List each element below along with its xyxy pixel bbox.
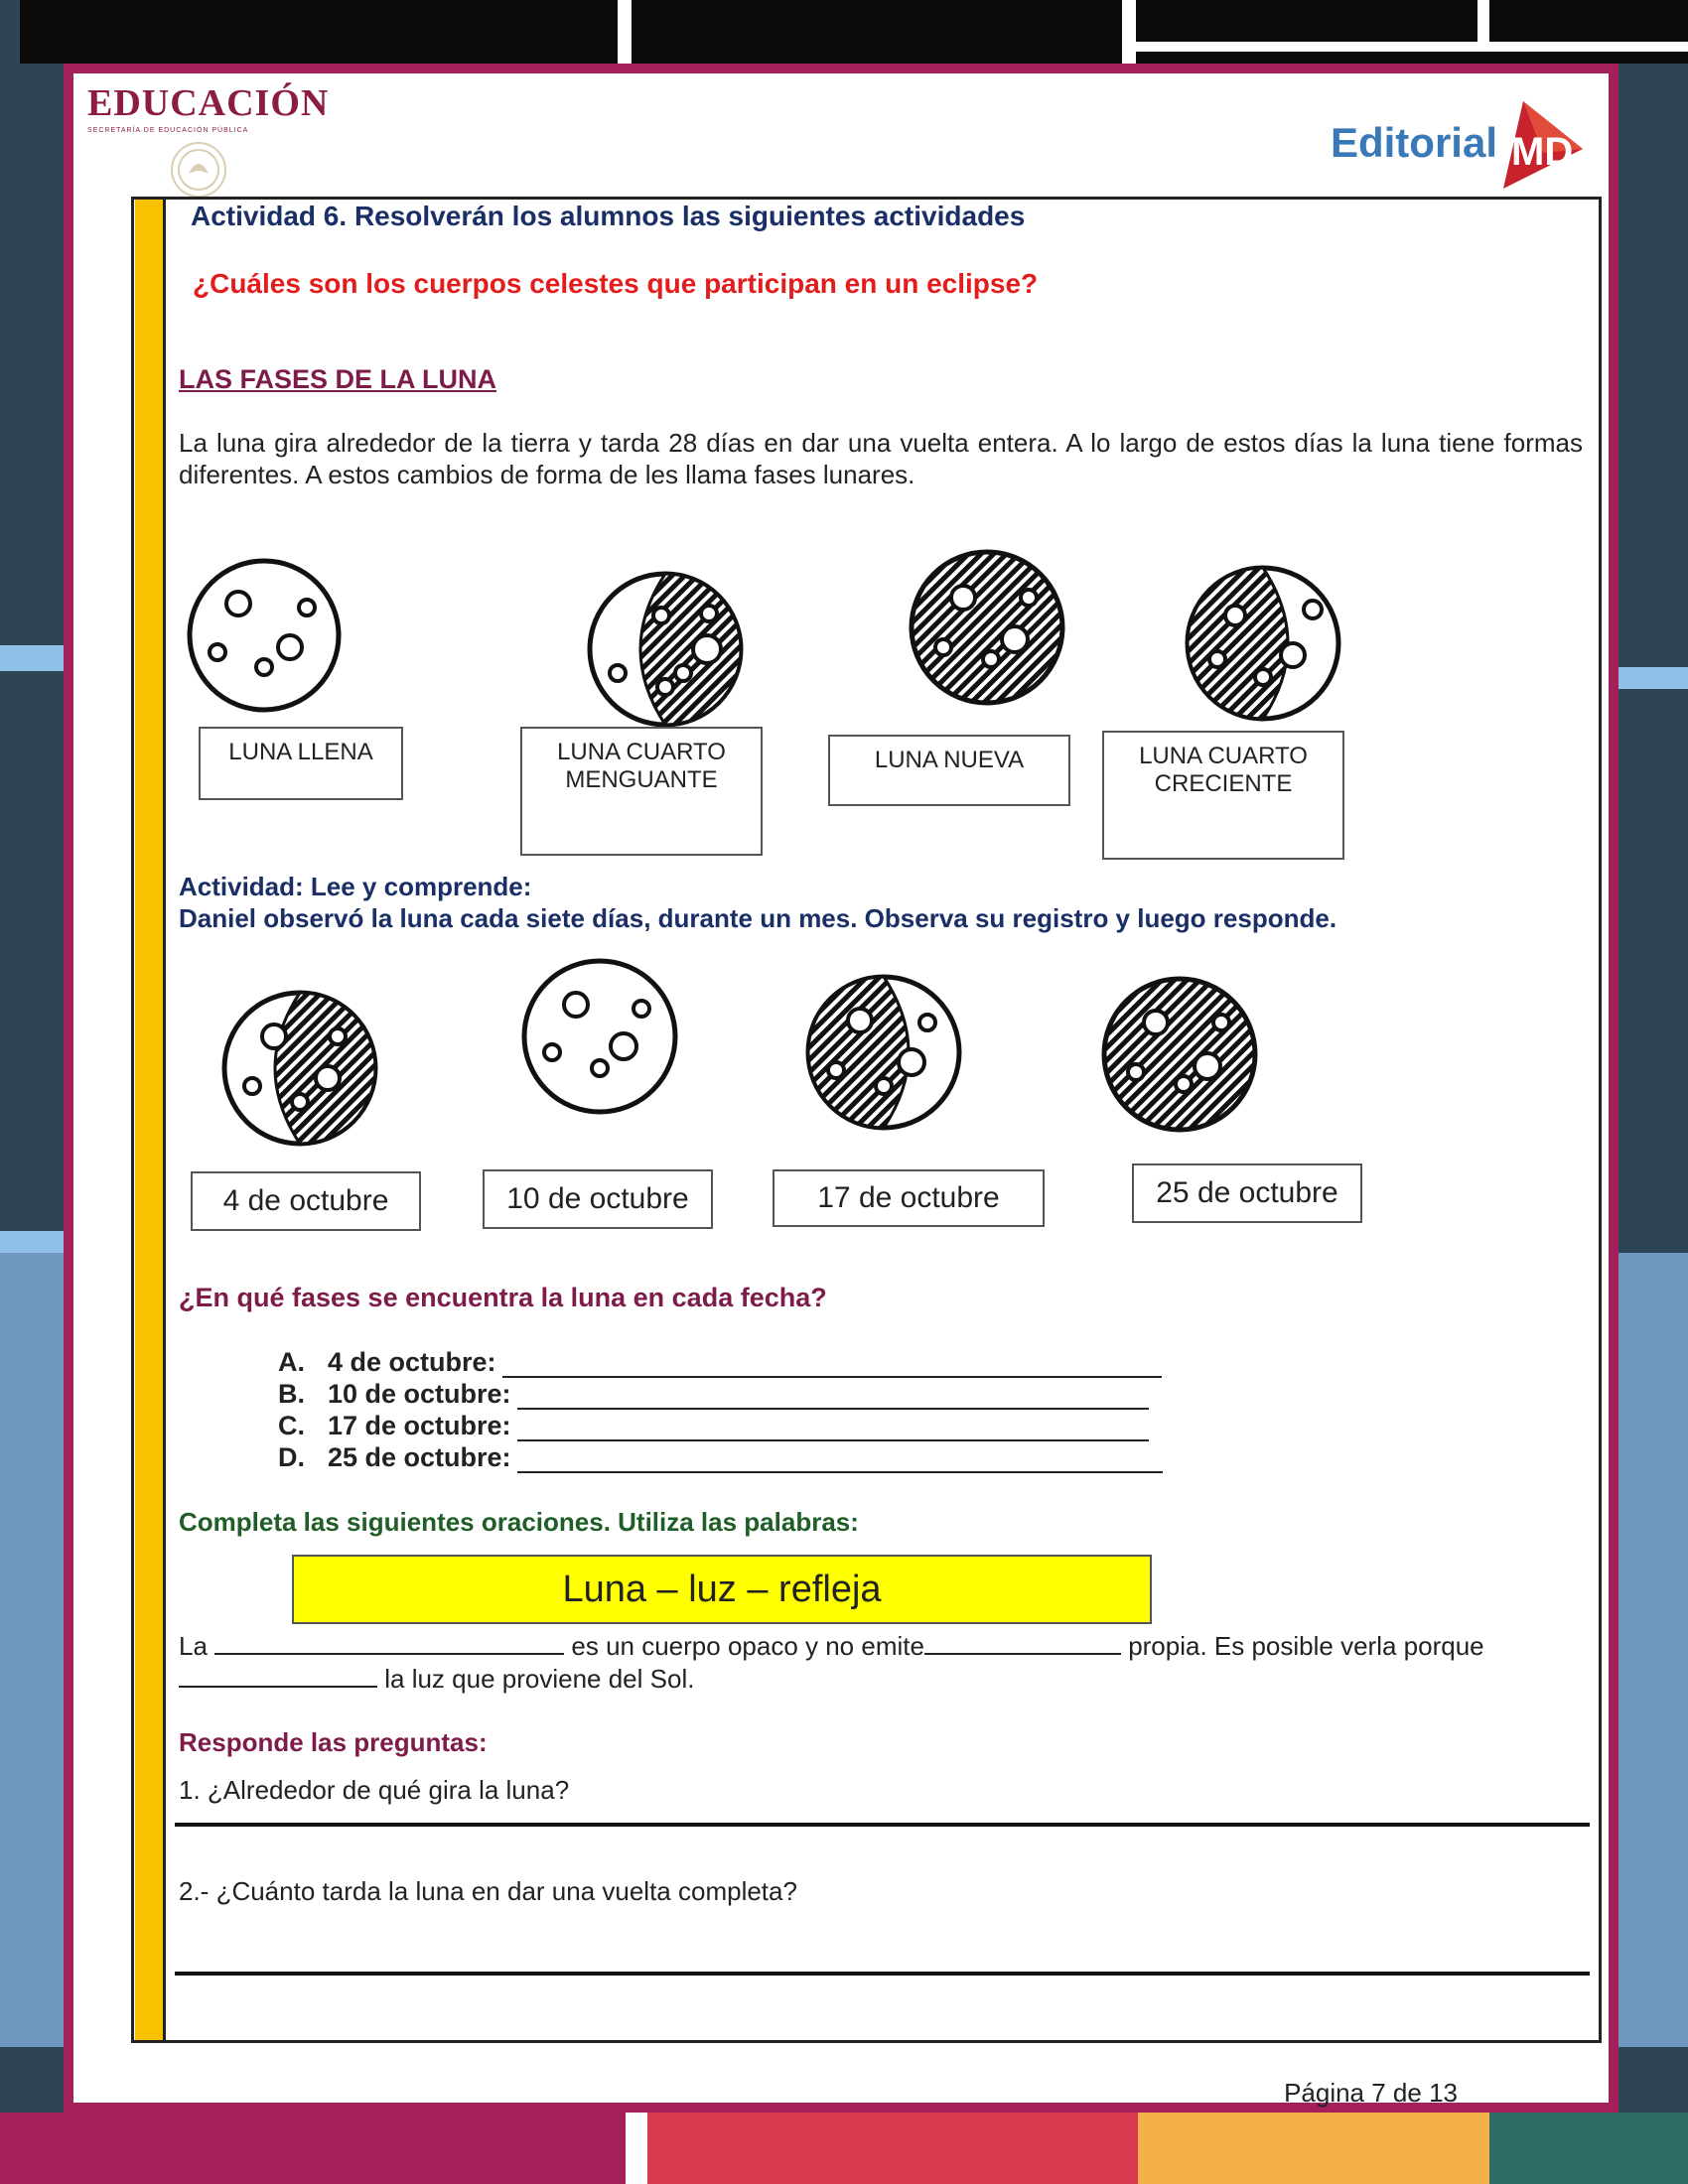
date-label-oct-25: 25 de octubre [1132, 1163, 1362, 1223]
respond-question-2: 2.- ¿Cuánto tarda la luna en dar una vuelta completa? [179, 1876, 797, 1906]
phases-heading: LAS FASES DE LA LUNA [179, 364, 497, 394]
date-label-oct-17: 17 de octubre [773, 1169, 1045, 1227]
moon-oct-10-icon [520, 957, 681, 1118]
bg-left-blue-3 [0, 1253, 64, 2047]
bg-bottom-teal [1489, 2113, 1688, 2184]
moon-oct-4-icon [220, 989, 381, 1150]
phase-answer-row [278, 1441, 1163, 1473]
word-bank: Luna – luz – refleja [292, 1555, 1152, 1624]
bg-left-dark [0, 0, 20, 64]
phase-label-new-moon: LUNA NUEVA [828, 735, 1070, 806]
sep-logo [87, 81, 329, 205]
answer-line-1[interactable] [175, 1823, 1590, 1827]
bg-top-white-4 [1136, 42, 1688, 52]
phase-label-full-moon: LUNA LLENA [199, 727, 403, 800]
answer-letter: B. [278, 1379, 305, 1409]
sentence-part-2: es un cuerpo opaco y no emite [571, 1631, 924, 1661]
respond-question-1: 1. ¿Alrededor de qué gira la luna? [179, 1775, 570, 1805]
complete-sentence [179, 1630, 1589, 1696]
waxing-quarter-moon-icon [1184, 564, 1344, 725]
sentence-part-4: la luz que proviene del Sol. [384, 1664, 695, 1694]
bg-bottom-white [626, 2113, 647, 2184]
complete-title: Completa las siguientes oraciones. Utiliza las palabras: [179, 1507, 859, 1537]
respond-title: Responde las preguntas: [179, 1727, 488, 1757]
answer-field-a[interactable] [502, 1354, 1162, 1378]
bg-right-blue-1 [1618, 667, 1688, 689]
answer-letter: D. [278, 1442, 305, 1472]
bg-top-white-3 [1477, 0, 1489, 42]
answer-letter: C. [278, 1411, 305, 1440]
date-label-oct-4: 4 de octubre [191, 1171, 421, 1231]
waning-quarter-moon-icon [586, 570, 747, 731]
phase-label-waning-quarter: LUNA CUARTO MENGUANTE [520, 727, 763, 856]
phase-answer-row [278, 1378, 1163, 1410]
reading-line-2: Daniel observó la luna cada siete días, durante un mes. Observa su registro y luego responde. [179, 903, 1337, 933]
answer-date: 10 de octubre: [328, 1379, 511, 1409]
answer-date: 17 de octubre: [328, 1411, 511, 1440]
editorial-text: Editorial [1330, 119, 1497, 166]
moon-oct-17-icon [804, 973, 965, 1134]
bg-right-blue-2 [1618, 1253, 1688, 2047]
bg-top-bar [20, 0, 1688, 64]
reading-line-1: Actividad: Lee y comprende: [179, 872, 532, 901]
phase-question-title: ¿En qué fases se encuentra la luna en cada fecha? [179, 1283, 827, 1312]
bg-left-blue-2 [0, 1231, 64, 1253]
sep-subtitle: SECRETARÍA DE EDUCACIÓN PÚBLICA [87, 127, 249, 134]
new-moon-icon [908, 548, 1068, 709]
page-number: Página 7 de 13 [1284, 2078, 1458, 2108]
phase-answer-list [278, 1346, 1163, 1473]
bg-bottom-orange [1138, 2113, 1489, 2184]
full-moon-icon [185, 556, 344, 715]
blank-field-2[interactable] [924, 1633, 1121, 1655]
activity-title: Actividad 6. Resolverán los alumnos las siguientes actividades [191, 201, 1026, 231]
accent-bar [135, 200, 166, 2040]
blank-field-1[interactable] [214, 1633, 564, 1655]
phase-label-waxing-quarter: LUNA CUARTO CRECIENTE [1102, 731, 1344, 860]
eclipse-question: ¿Cuáles son los cuerpos celestes que participan en un eclipse? [193, 268, 1039, 299]
answer-field-d[interactable] [517, 1449, 1163, 1473]
phases-paragraph: La luna gira alrededor de la tierra y tarda 28 días en dar una vuelta entera. A lo largo de estos días la luna tiene formas diferentes. A estos cambios de forma de les llama fases lunares. [179, 428, 1583, 489]
sentence-part-1: La [179, 1631, 208, 1661]
answer-date: 4 de octubre: [328, 1347, 496, 1377]
blank-field-3[interactable] [179, 1666, 377, 1688]
moon-oct-25-icon [1100, 975, 1261, 1136]
seal-icon [167, 140, 230, 200]
bg-left-blue-1 [0, 645, 64, 671]
bg-top-white-1 [618, 0, 632, 64]
bg-bottom-red [647, 2113, 1138, 2184]
md-logo-text: MD [1511, 130, 1574, 174]
answer-field-c[interactable] [517, 1418, 1149, 1441]
md-logo-icon [1497, 93, 1589, 193]
date-label-oct-10: 10 de octubre [483, 1169, 713, 1229]
answer-date: 25 de octubre: [328, 1442, 511, 1472]
editorial-logo [1331, 93, 1589, 193]
phase-answer-row [278, 1346, 1163, 1378]
bg-bottom-magenta [0, 2113, 626, 2184]
answer-line-2[interactable] [175, 1972, 1590, 1976]
bg-top-white-2 [1122, 0, 1136, 64]
sentence-part-3: propia. Es posible verla porque [1128, 1631, 1484, 1661]
answer-field-b[interactable] [517, 1386, 1149, 1410]
sep-title: EDUCACIÓN [87, 82, 330, 124]
answer-letter: A. [278, 1347, 305, 1377]
phase-answer-row [278, 1410, 1163, 1441]
